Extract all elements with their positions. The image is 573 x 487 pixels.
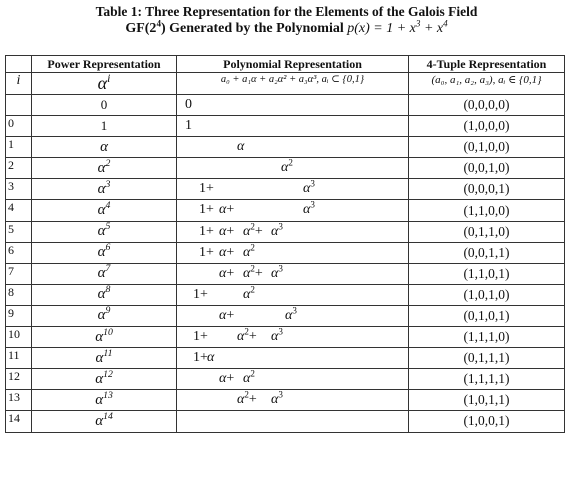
row-tuple: (1,1,1,1) xyxy=(409,369,565,390)
row-power: $\alpha^4$ xyxy=(32,200,177,221)
table-caption-line-1: Table 1: Three Representation for the Elements of the Galois Field xyxy=(95,4,478,19)
row-tuple: (0,0,1,0) xyxy=(409,158,565,179)
row-polynomial: 1+ $\alpha^2$ xyxy=(177,284,409,305)
row-polynomial: 1+ α+ $\alpha^2$ xyxy=(177,242,409,263)
row-power: $\alpha^2$ xyxy=(32,158,177,179)
row-power: 0 xyxy=(32,95,177,116)
row-polynomial: α+ $\alpha^2+$ $\alpha^3$ xyxy=(177,263,409,284)
row-index: 10 xyxy=(6,327,32,348)
table-row xyxy=(6,200,565,221)
row-polynomial: 1 xyxy=(177,116,409,137)
row-power: $\alpha^7$ xyxy=(32,263,177,284)
row-polynomial: α xyxy=(177,137,409,158)
row-tuple: (1,0,0,1) xyxy=(409,411,565,432)
caption-field-exponent: 4 xyxy=(156,18,161,29)
header-power-symbol: $\alpha^i$ xyxy=(32,73,177,95)
row-index xyxy=(6,95,32,116)
header-tuple: 4-Tuple Representation xyxy=(409,56,565,73)
row-polynomial: $\alpha^2$ xyxy=(177,158,409,179)
row-index: 4 xyxy=(6,200,32,221)
row-polynomial: $\alpha^2+$ $\alpha^3$ xyxy=(177,390,409,411)
row-tuple: (0,1,0,0) xyxy=(409,137,565,158)
row-index: 11 xyxy=(6,348,32,369)
row-tuple: (0,1,1,1) xyxy=(409,348,565,369)
header-power: Power Representation xyxy=(32,56,177,73)
row-power: $\alpha^5$ xyxy=(32,221,177,242)
header-tuple-formula: (a₀, a₁, a₂, a₃), aᵢ ∈ {0,1} xyxy=(409,73,565,95)
table-row xyxy=(6,116,565,137)
table-row xyxy=(6,305,565,326)
row-index: 13 xyxy=(6,390,32,411)
table-row xyxy=(6,390,565,411)
row-polynomial xyxy=(177,411,409,432)
row-tuple: (1,0,1,1) xyxy=(409,390,565,411)
row-index: 8 xyxy=(6,284,32,305)
row-index: 12 xyxy=(6,369,32,390)
row-power: $\alpha^{10}$ xyxy=(32,327,177,348)
row-power: $\alpha^6$ xyxy=(32,242,177,263)
row-tuple: (1,1,0,0) xyxy=(409,200,565,221)
row-polynomial: 1+ α+ $\alpha^2+$ $\alpha^3$ xyxy=(177,221,409,242)
row-polynomial: 0 xyxy=(177,95,409,116)
row-polynomial: 1+ α+ $\alpha^3$ xyxy=(177,200,409,221)
row-power: $\alpha^{14}$ xyxy=(32,411,177,432)
row-tuple: (1,0,0,0) xyxy=(409,116,565,137)
table-row xyxy=(6,158,565,179)
table-row xyxy=(6,179,565,200)
row-power: $\alpha^3$ xyxy=(32,179,177,200)
table-row xyxy=(6,263,565,284)
row-polynomial: α+ $\alpha^2$ xyxy=(177,369,409,390)
header-polynomial: Polynomial Representation xyxy=(177,56,409,73)
row-power: $\alpha^9$ xyxy=(32,305,177,326)
table-row xyxy=(6,221,565,242)
table-row xyxy=(6,327,565,348)
header-polynomial-formula: a₀ + a₁α + a₂α² + a₃α³, aᵢ ⊂ {0,1} xyxy=(177,73,409,95)
galois-field-table xyxy=(5,55,565,433)
row-power: 1 xyxy=(32,116,177,137)
table-caption-line-2 xyxy=(0,18,573,36)
row-index: 14 xyxy=(6,411,32,432)
row-index: 7 xyxy=(6,263,32,284)
row-power: $\alpha^8$ xyxy=(32,284,177,305)
row-polynomial: 1+ α xyxy=(177,348,409,369)
row-tuple: (0,0,1,1) xyxy=(409,242,565,263)
row-index: 0 xyxy=(6,116,32,137)
caption-generated-by: ) Generated by the Polynomial xyxy=(160,21,344,36)
table-row xyxy=(6,95,565,116)
row-tuple: (1,0,1,0) xyxy=(409,284,565,305)
row-index: 9 xyxy=(6,305,32,326)
row-index: 5 xyxy=(6,221,32,242)
row-power: $\alpha^{12}$ xyxy=(32,369,177,390)
row-power: α xyxy=(32,137,177,158)
table-row xyxy=(6,137,565,158)
row-index: 6 xyxy=(6,242,32,263)
row-tuple: (1,1,0,1) xyxy=(409,263,565,284)
row-power: $\alpha^{13}$ xyxy=(32,390,177,411)
table-row xyxy=(6,242,565,263)
row-polynomial: 1+ $\alpha^3$ xyxy=(177,179,409,200)
row-polynomial: 1+ $\alpha^2+$ $\alpha^3$ xyxy=(177,327,409,348)
row-tuple: (1,1,1,0) xyxy=(409,327,565,348)
row-polynomial: α+ $\alpha^3$ xyxy=(177,305,409,326)
row-power: $\alpha^{11}$ xyxy=(32,348,177,369)
table-row xyxy=(6,411,565,432)
table-row xyxy=(6,284,565,305)
caption-field-prefix: GF(2 xyxy=(125,21,157,36)
header-index xyxy=(6,56,32,73)
row-tuple: (0,1,0,1) xyxy=(409,305,565,326)
table-row xyxy=(6,348,565,369)
row-tuple: (0,1,1,0) xyxy=(409,221,565,242)
header-index-symbol: i xyxy=(6,73,32,95)
row-index: 1 xyxy=(6,137,32,158)
row-index: 2 xyxy=(6,158,32,179)
row-tuple: (0,0,0,0) xyxy=(409,95,565,116)
table-row xyxy=(6,369,565,390)
row-tuple: (0,0,0,1) xyxy=(409,179,565,200)
row-index: 3 xyxy=(6,179,32,200)
caption-polynomial: $p(x) = 1 + x^3 + x^4$ xyxy=(347,18,448,36)
